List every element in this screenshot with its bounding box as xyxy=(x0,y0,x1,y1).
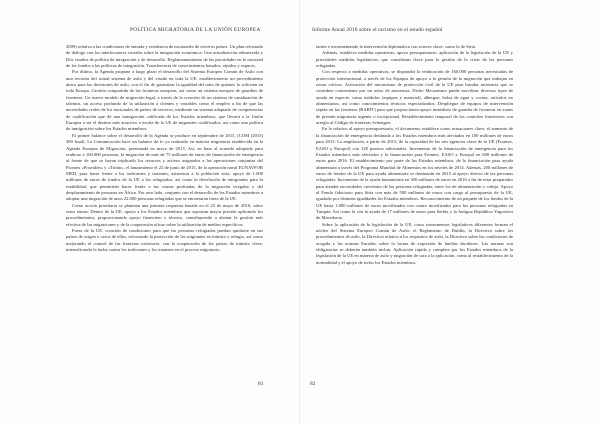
paragraph: En lo relativo al apoyo presupuestario, el documento establece como actuaciones clave, el aumento de la financiación de emergencia destinada a los Estados miembros más afectados en 100 millones de euros para 2015. La ampliación, a partir de 2015, de la capacidad de las tres agencias clave de la UE (Frontex, EASO y Europol) con 120 puestos adicionales. Incremento de la financiación de emergencia para los Estados miembros más afectados y la financiación para Frontex, EASO y Europol en 600 millones de euros para 2016. El establecimiento por parte de los Estados miembros, de la financiación para ayuda alimentaria a través del Programa Mundial de Alimentos en los niveles de 2014. Además, 200 millones de euros de fondos de la UE para ayuda alimentaria se destinarán en 2015 al apoyo directo de las personas refugiadas. Incremento de la ayuda humanitaria en 300 millones de euros en 2016 a fin de estar preparados para atender necesidades crecientes de las personas refugiadas, entre los de alimentación y cobijo. Apoyo al Fondo fiduciario para Siria con más de 500 millones de euros con cargo al presupuesto de la UE, igualado por distintas igualdades los Estados miembros. Reconocimiento de un paquete de los fondos de la UE hasta 1.000 millones de euros movilizados con cuatro movilizados para los personas refugiadas en Turquía. Así como la con la ayuda de 17 millones de euros para Serbia y la Antigua República Yugoslava de Macedonia. xyxy=(316,126,513,221)
left-page-number: 81 xyxy=(258,381,264,387)
right-running-head: Informe Anual 2016 sobre el racismo en el estado español xyxy=(312,27,443,33)
paragraph: Además, establece medidas operativas, apoyo presupuestario, aplicación de la legislación de la UE y prioridades medidas legislativas, que consideran clave para la gestión de la crisis de las personas refugiadas. xyxy=(316,50,513,69)
left-body-text xyxy=(66,44,263,253)
right-page xyxy=(300,0,600,424)
paragraph: Sobre la aplicación de la legislación de la UE, cinco instrumentos legislativos diferentes forman el núcleo del Sistema Europeo Común de Asilo: el Reglamento de Dublín, la Directiva sobre los procedimientos de asilo, la Directiva relativa a los requisitos de asilo, la Directiva sobre las condiciones de acogida y las normas Eurodac sobre la forma de expresión de huellas dactilares. Las normas son obligatorias se deberán también incluir. Aplicación rápida y completa por los Estados miembros de la legislación de la UE en materia de asilo y migración de cara a la aplicación, como al restablecimiento de la normalidad y el apoyo de todos los Estados miembros. xyxy=(316,221,513,265)
paragraph: tantes e incrementando la intervención diplomática con actores clave, como la de Siria. xyxy=(316,44,476,49)
paragraph: Fuera de la UE, creación de condiciones para que las personas refugiadas puedan quedarse en sus países de origen o cerca de ellos, reforzando la protección de los migrantes en tránsito y refugio, así como mejorando el control de las fronteras exteriores, con la cooperación de los países de tránsito clave, intensificando la lucha contra los traficantes y los tratantes en el proceso migratorio. xyxy=(66,227,263,252)
right-body-text xyxy=(316,44,513,266)
paragraph: Como acción prioritaria se plantean una primera respuesta basada en el 23 de mayo de 2016, sobre estos temas: Dentro de la UE, apoyo a los Estados miembros que soportan mayor presión aplicando los procedimientos, proporcionando apoyo financiero y técnico, contribuyendo a alentar la gestión más efectiva de las migraciones y de la cooperación eficaz sobre la utilización de medios específicos. xyxy=(66,202,263,227)
paragraph: Por último, la Agenda propone a largo plazo el desarrollo del Sistema Europeo Común de Asilo con una revisión del actual sistema de asilo y del visado en toda la UE, establecimiento un procedimiento único para las decisiones de asilo, con el fin de garantizar la igualdad del trato de quienes lo soliciten en toda Europa. Gestión compartida de las fronteras europeas, así como un sistema europeo de guardias de fronteras. Un nuevo modelo de migración legal, a través de la creación de un sistema de canalización de talentos, un acceso profundo de la utilización a clientes y variables como el empleo a fin de que las necesidades reales de los nacionales de países de terceros, mediante un sistema adaptado de competencias de cualificación que dé una inmigración calificada de los Estados miembros, que llevará a la Unión Europea a ser el destino más atractivo a escala de la UE de migrantes cualificados, así como una política de inmigración sobre los Estados miembros. xyxy=(66,69,263,132)
paragraph: Con respecto a medidas operativas, se dispondrá la reubicación de 160.000 personas necesitadas de protección internacional, a través de los Equipos de apoyo a la gestión de la migración que trabajan en zonas críticas. Activación del mecanismo de protección civil de la UE para brindar asistencia que se considere conveniente por un aviso de asistencia. Dicho Mecanismo puede movilizar diversos tipos de ayuda en especie, como módulos (equipos y material), albergue, bolsa de agua y cocina, artículos no alimentarios, así como conocimientos técnicos especializados. Despliegue de equipos de intervención rápida en las fronteras (RABIT) para que proporcionen apoyo inmediato de guardia de fronteras en zonas de presión migratoria urgente o excepcional. Restablecimiento temporal de los controles fronterizos con arreglo al Código de fronteras Schengen. xyxy=(316,69,513,126)
paragraph: 2009) relativa a las condiciones de entrada y residencia de nacionales de terceros países. Un plan reforzado de diálogo con los interlocutores sociales sobre la integración económica. Una actualización rebustecida y Dos visados de política de integración y de desarrollo. Reglamentamiento de las prioridades en lo nacional de los fondos a las políticas de integración. Transferencia de conocimientos basados, rápidos y seguros. xyxy=(66,44,263,69)
paragraph: El primer balance sobre el desarrollo de la Agenda se produce en septiembre de 2015, (COM (2015) 490 final). La Comunicación hace un balance de lo ya realizado en materia migratoria establecida en la Agenda Europea de Migración, presentada en mayo de 2015. Así, en base al acuerdo adoptado para reubicar a 160.000 personas, la migración de más de 75 millones de euros de financiación de emergencia al frente de que se hayan triplicado los recursos y activos asignados a las operaciones conjuntas del Frontex «Poseidón» y «Tritón», el lanzamiento el 22 de junio de 2015, de la operación naval EUNAVFOR MED, para hacer frente a los traficantes y tratantes, asistencia a la población siria, apoyo de 1.000 millones de euros de fondos de la UE a los refugiados, así como la devolución de emigrantes para la estabilidad, que permitirán hacer frente a las causas profundas de la migración irregular y del desplazamiento de personas en África. Por otro lado, conjunto con el desarrollo de los Estados miembros a adoptar una migración de unos 22.000 personas refugiadas que se encuentran fuera de la UE. xyxy=(66,132,263,202)
right-page-number: 82 xyxy=(310,381,316,387)
left-running-head: POLÍTICA MIGRATORIA DE LA UNIÓN EUROPEA xyxy=(130,27,261,33)
